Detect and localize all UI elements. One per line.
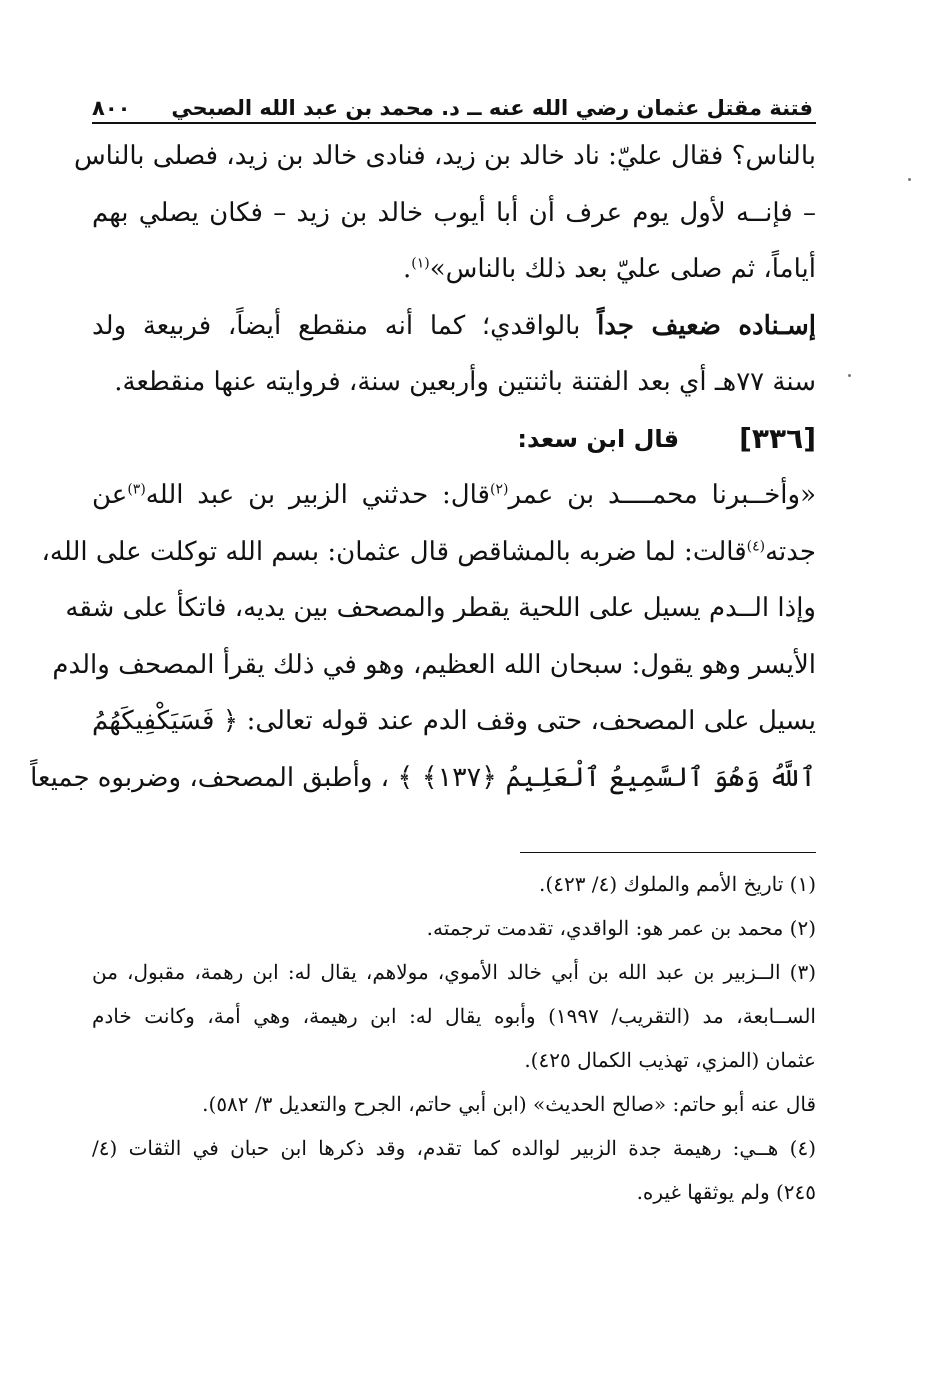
- text-line: بالناس؟ فقال عليّ: ناد خالد بن زيد، فنادى خالد بن زيد، فصلى بالناس: [73, 141, 816, 171]
- text-line: وإذا الــدم يسيل على اللحية يقطر والمصحف بين يديه، فاتكأ على شقه: [65, 593, 816, 623]
- text-line: يسيل على المصحف، حتى وقف الدم عند قوله تعالى: ﴿ فَسَيَكْفِيكَهُمُ: [92, 706, 816, 736]
- main-text: [30, 128, 816, 806]
- text-line: [41, 524, 816, 581]
- quran-verse: ٱللَّهُ وَهُوَ ٱلسَّمِيعُ ٱلْعَلِيمُ ﴿١٣٧﴾ ﴾: [397, 761, 816, 793]
- text-run: بالواقدي؛ كما أنه منقطع أيضاً، فربيعة ولد: [92, 310, 598, 341]
- running-header: [92, 78, 813, 120]
- footnote-rule: [520, 852, 816, 853]
- text-run: قالت: لما ضربه بالمشاقص قال عثمان: بسم الله توكلت على الله،: [41, 536, 747, 567]
- text-run: .: [403, 254, 412, 284]
- footnote-3-line-1: (٣) الــزبير بن عبد الله بن أبي خالد الأموي، مولاهم، يقال له: ابن رهمة، مقبول، من: [92, 960, 816, 984]
- text-line: [92, 298, 816, 355]
- footnote-1: (١) تاريخ الأمم والملوك (٤/ ٤٢٣).: [539, 872, 816, 896]
- footnote-2: (٢) محمد بن عمر هو: الواقدي، تقدمت ترجمته.: [426, 916, 816, 940]
- text-run: عن: [92, 480, 128, 510]
- text-run: أياماً، ثم صلى عليّ بعد ذلك بالناس»: [429, 254, 816, 284]
- text-run: «وأخــبرنا محمــــد بن عمر: [508, 480, 816, 510]
- footnote-4-line-2: ٢٤٥) ولم يوثقها غيره.: [636, 1180, 816, 1204]
- text-line: سنة ٧٧هـ أي بعد الفتنة باثنتين وأربعين سنة، فروايته عنها منقطعة.: [114, 367, 816, 397]
- footnote-ref: (٢): [489, 481, 509, 498]
- footnote-3-line-4: قال عنه أبو حاتم: «صالح الحديث» (ابن أبي حاتم، الجرح والتعديل ٣/ ٥٨٢).: [202, 1092, 816, 1116]
- text-line: – فإنــه لأول يوم عرف أن أبا أيوب خالد بن زيد – فكان يصلي بهم: [92, 197, 816, 228]
- report-number: [٣٣٦]: [739, 421, 816, 455]
- scan-speck: [908, 178, 911, 181]
- footnote-3-line-2: الســابعة، مد (التقريب/ ١٩٩٧) وأبوه يقال له: ابن رهيمة، وهي أمة، وكانت خادم: [92, 1004, 816, 1028]
- footnote-ref: (٤): [746, 537, 766, 554]
- section-title: قال ابن سعد:: [517, 424, 680, 453]
- footnote-ref: (١): [411, 255, 430, 272]
- scan-speck: [848, 374, 851, 377]
- running-title: فتنة مقتل عثمان رضي الله عنه ــ د. محمد بن عبد الله الصبحي: [171, 96, 813, 120]
- text-run: ، وأطبق المصحف، وضربوه جميعاً: [30, 762, 390, 793]
- section-heading: [92, 411, 816, 468]
- text-line: [30, 750, 816, 807]
- footnote-4-line-1: (٤) هــي: رهيمة جدة الزبير لوالده كما تقدم، وقد ذكرها ابن حبان في الثقات (٤/: [92, 1136, 816, 1160]
- text-line: [92, 241, 816, 298]
- text-run: جدته: [765, 536, 816, 567]
- text-run: قال: حدثني الزبير بن عبد الله: [145, 480, 490, 510]
- text-line: [92, 467, 816, 524]
- isnad-verdict: إسـناده ضعيف جداً: [597, 310, 816, 341]
- page-number: ٨٠٠: [92, 96, 131, 120]
- text-line: الأيسر وهو يقول: سبحان الله العظيم، وهو في ذلك يقرأ المصحف والدم: [52, 649, 816, 680]
- footnote-ref: (٣): [127, 481, 146, 498]
- footnotes: [92, 862, 816, 1214]
- header-rule: [92, 122, 816, 124]
- footnote-3-line-3: عثمان (المزي، تهذيب الكمال ٤٢٥).: [524, 1048, 816, 1072]
